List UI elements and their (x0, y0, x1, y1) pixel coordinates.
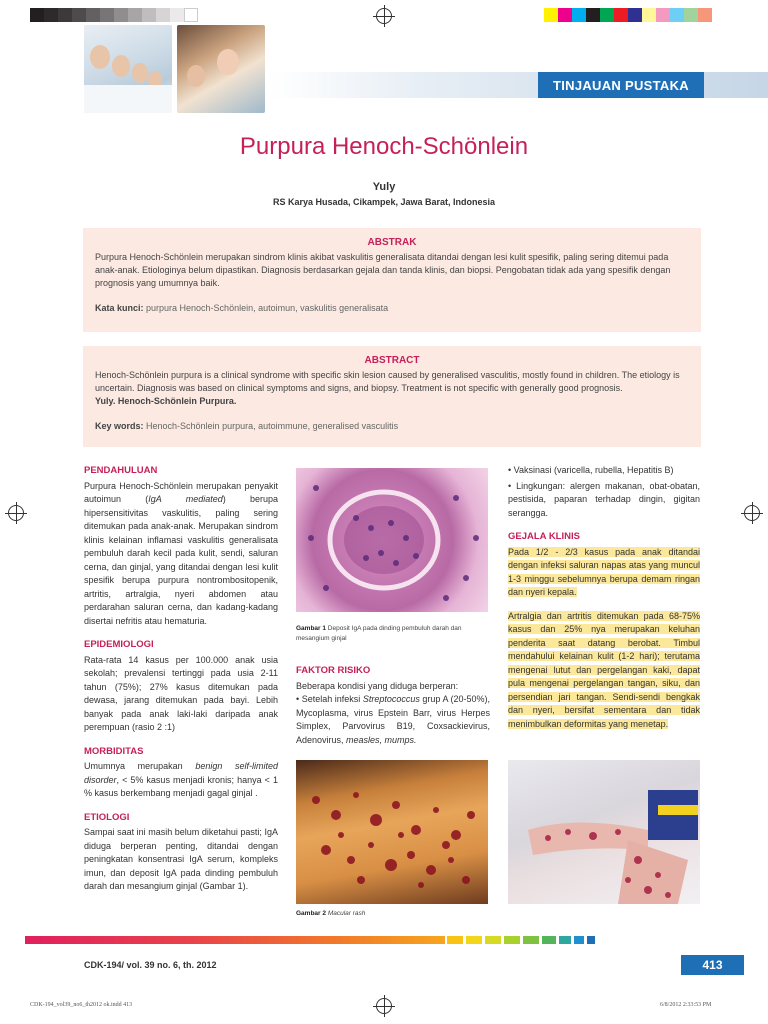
etiologi-heading: ETIOLOGI (84, 811, 130, 823)
figure-2-label: Gambar 2 (296, 910, 326, 917)
figure-3-legs (508, 760, 700, 904)
abstrak-body: Purpura Henoch-Schönlein merupakan sindrom klinis akibat vaskulitis generalisata ditandai dengan lesi kulit spesifik, paling sering ditemui pada anak-anak. Etiologinya belum dipastikan. Diagnosis berdasarkan gejala dan tanda klinis, dan biopsi. Pengobatan tidak ada yang spesifik dengan prognosis yang umumnya baik. (95, 252, 671, 288)
print-slug-date: 6/8/2012 2:33:53 PM (660, 1002, 712, 1008)
gejala-klinis-text-1: Pada 1/2 - 2/3 kasus pada anak ditandai dengan infeksi saluran napas atas yang muncul 1-3 minggu sebelumnya berupa demam ringan dan nyeri kepala. (508, 546, 700, 597)
figure-1-text: Deposit IgA pada dinding pembuluh darah dan mesangium ginjal (296, 625, 462, 642)
crop-mark-left-icon (8, 505, 24, 521)
journal-footer: CDK-194/ vol. 39 no. 6, th. 2012 (84, 960, 217, 970)
figure-1-label: Gambar 1 (296, 625, 326, 632)
faktor-risiko-heading: FAKTOR RISIKO (296, 665, 371, 676)
abstract-heading: ABSTRACT (364, 355, 420, 366)
crop-mark-bottom-icon (376, 998, 392, 1014)
abstract-keywords-text: Henoch-Schönlein purpura, autoimmune, generalised vasculitis (143, 421, 399, 431)
crop-mark-right-icon (744, 505, 760, 521)
pendahuluan-text: Purpura Henoch-Schönlein merupakan penyakit autoimun (IgA mediated) berupa hipersensitivitas vaskulitis, paling sering ditemukan pada anak-anak. Merupakan sindrom klinis kelainan inflamasi vaskulitis generalisata pembuluh darah kecil pada kulit, sendi, saluran cerna, dan ginjal, yang ditandai dengan lesi kulit spesifik berupa purpura nontrombositopenik, artritis, artralgia, nyeri abdomen atau perdarahan saluran cerna, dan kadang-kadang disertai nefritis atau hematuria. (84, 480, 279, 626)
gejala-klinis-heading: GEJALA KLINIS (508, 531, 580, 542)
epidemiologi-text: Rata-rata 14 kasus per 100.000 anak usia sekolah; prevalensi tertinggi pada usia 2-11 tahun (75%); 27% kasus ditemukan pada dewasa, jarang ditemukan pada bayi. Lebih banyak pada anak laki-laki daripada anak perempuan (rasio 2 :1) (84, 654, 278, 732)
epidemiologi-heading: EPIDEMIOLOGI (84, 639, 154, 650)
figure-1-image (296, 468, 488, 612)
morbiditas-heading: MORBIDITAS (84, 745, 144, 757)
page-number: 413 (681, 955, 744, 975)
figure-2-text: Macular rash (327, 910, 366, 917)
abstrak-keywords-label: Kata kunci: (95, 303, 144, 313)
abstrak-box (83, 228, 701, 332)
article-affiliation: RS Karya Husada, Cikampek, Jawa Barat, Indonesia (272, 197, 496, 207)
gejala-klinis-text-2: Artralgia dan artritis ditemukan pada 68-75% kasus dan 25% nya merupakan keluhan penderita saat datang berobat. Timbul mendahului kelainan kulit (1-2 hari); terutama mengenai lutut dan pergelangan kaki, dapat pula mengenai pergelangan tangan, siku, dan persendian jari tangan. Sendi-sendi bengkak dan nyeri, bersifat sementara dan tidak menimbulkan deformitas yang menetap. (508, 610, 700, 729)
crop-mark-top-icon (376, 8, 392, 24)
abstrak-keywords (95, 302, 689, 315)
article-author: Yuly (372, 181, 396, 193)
header-photo-patient (177, 25, 265, 113)
risk-bullet-vaccination: • Vaksinasi (varicella, rubella, Hepatitis B) (508, 465, 674, 475)
figure-2-image (296, 760, 488, 904)
abstract-keywords-label: Key words: (95, 421, 144, 431)
abstrak-heading: ABSTRAK (367, 237, 417, 248)
pendahuluan-heading: PENDAHULUAN (84, 465, 158, 476)
section-label: TINJAUAN PUSTAKA (538, 72, 704, 98)
header-photo-doctors (84, 25, 172, 113)
abstrak-keywords-text: purpura Henoch-Schönlein, autoimun, vaskulitis generalisata (143, 303, 389, 313)
abstract-citation (95, 395, 689, 408)
abstract-keywords (95, 420, 689, 433)
column-2 (296, 664, 490, 757)
figure-3-image (508, 760, 700, 904)
figure-1-caption (296, 624, 490, 644)
abstract-box (83, 346, 701, 447)
color-registration-bar (544, 8, 712, 22)
faktor-risiko-bullet: • Setelah infeksi Streptococcus grup A (20-50%), Mycoplasma, virus Epstein Barr, virus Herpes Simplex, Parvovirus B19, Coxsackievirus, Adenovirus, measles, mumps. (296, 694, 491, 745)
column-1 (84, 464, 278, 904)
print-slug-file: CDK-194_vol39_no6_th2012 ok.indd 413 (30, 1002, 133, 1008)
figure-2-rash (296, 760, 488, 904)
faktor-risiko-intro: Beberapa kondisi yang diduga berperan: (296, 680, 459, 691)
figure-2-caption (296, 909, 490, 919)
footer-color-bar (25, 936, 745, 944)
figure-1-histology (296, 468, 488, 612)
grayscale-registration-bar (30, 8, 198, 22)
abstract-body: Henoch-Schönlein purpura is a clinical syndrome with specific skin lesion caused by generalised vasculitis, mostly found in children. The etiology is uncertain. Diagnosis was based on clinical symptoms and signs, and biopsy. Treatment is not specific with generally good prognosis. (95, 370, 680, 393)
abstract-citation-text: Yuly. Henoch-Schönlein Purpura. (95, 396, 237, 406)
etiologi-text: Sampai saat ini masih belum diketahui pasti; IgA diduga berperan penting, ditandai dengan peningkatan konsentrasi IgA serum, kompleks imun, dan deposit IgA pada dinding pembuluh darah dan mesangium ginjal (Gambar 1). (84, 827, 278, 891)
article-title: Purpura Henoch-Schönlein (239, 133, 529, 160)
morbiditas-text: Umumnya merupakan benign self-limited disorder, < 5% kasus menjadi kronis; hanya < 1 % kasus berkembang menjadi gagal ginjal . (84, 761, 278, 798)
risk-bullet-environment: • Lingkungan: alergen makanan, obat-obatan, pestisida, paparan terhadap dingin, gigitan serangga. (508, 480, 700, 518)
column-3 (508, 464, 700, 741)
